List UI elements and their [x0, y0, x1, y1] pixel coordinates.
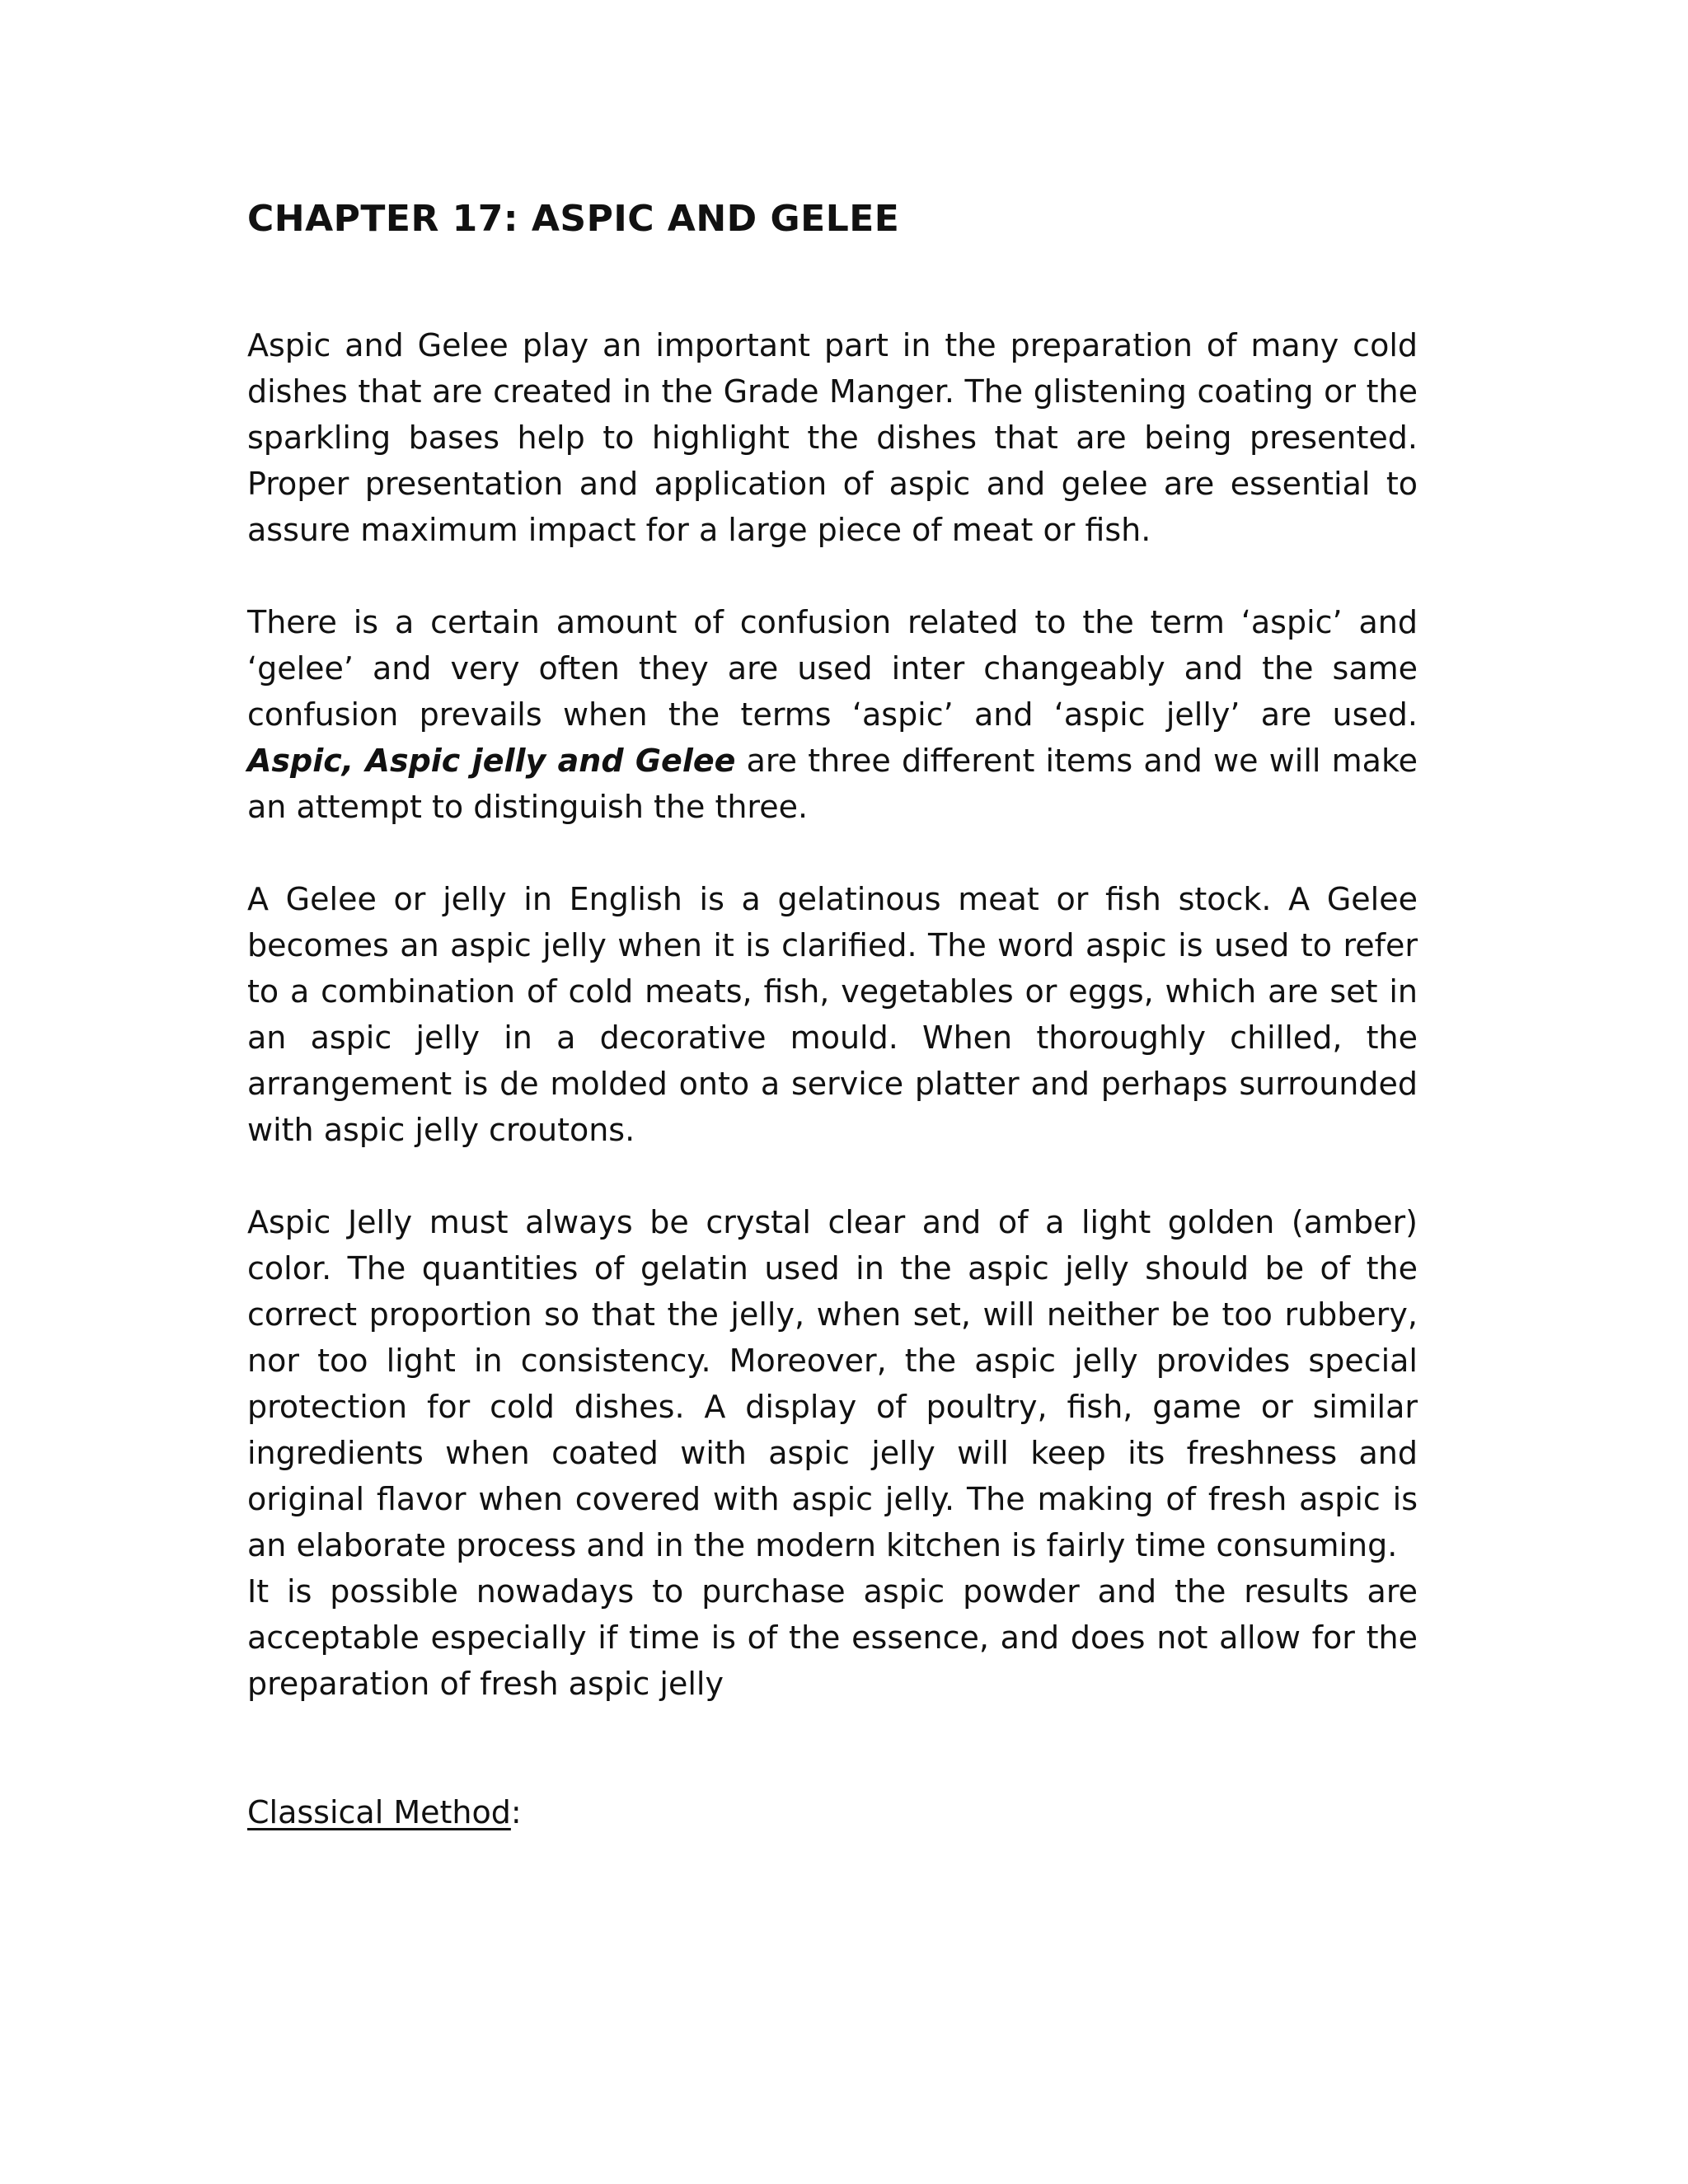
section-heading-text: Classical Method	[247, 1794, 511, 1830]
document-page	[247, 198, 1418, 1835]
paragraph-gap	[247, 830, 1418, 876]
paragraph-aspic-powder: It is possible nowadays to purchase aspic powder and the results are acceptable especially if time is of the essence, and does not allow for the preparation of fresh aspic jelly	[247, 1573, 1418, 1702]
paragraph-confusion-emphasis: Aspic, Aspic jelly and Gelee	[247, 743, 736, 779]
paragraph-confusion	[247, 599, 1418, 830]
paragraph-confusion-text-1: There is a certain amount of confusion related to the term ‘aspic’ and ‘gelee’ and very often they are used inter changeably and the same confusion prevails when the terms ‘aspic’ and ‘aspic jelly’ are used.	[247, 604, 1418, 733]
section-heading-colon: :	[510, 1794, 522, 1830]
paragraph-gelee-definition: A Gelee or jelly in English is a gelatinous meat or fish stock. A Gelee becomes an aspic jelly when it is clarified. The word aspic is used to refer to a combination of cold meats, fish, vegetables or eggs, which are set in an aspic jelly in a decorative mould. When thoroughly chilled, the arrangement is de molded onto a service platter and perhaps surrounded with aspic jelly croutons.	[247, 881, 1418, 1148]
chapter-title: CHAPTER 17: ASPIC AND GELEE	[247, 198, 900, 240]
section-heading-classical-method	[247, 1789, 1418, 1835]
paragraph-intro: Aspic and Gelee play an important part in the preparation of many cold dishes that are created in the Grade Manger. The glistening coating or the sparkling bases help to highlight the dishes that are being presented. Proper presentation and application of aspic and gelee are essential to assure maximum impact for a large piece of meat or fish.	[247, 327, 1418, 548]
paragraph-confusion-text-2: are three different items and we will make an attempt to distinguish the three.	[247, 743, 1418, 825]
paragraph-gap	[247, 1153, 1418, 1199]
paragraph-gap	[247, 553, 1418, 599]
paragraph-aspic-jelly: Aspic Jelly must always be crystal clear and of a light golden (amber) color. The quantities of gelatin used in the aspic jelly should be of the correct proportion so that the jelly, when set, will neither be too rubbery, nor too light in consistency. Moreover, the aspic jelly provides special protection for cold dishes. A display of poultry, fish, game or similar ingredients when coated with aspic jelly will keep its freshness and original flavor when covered with aspic jelly. The making of fresh aspic is an elaborate process and in the modern kitchen is fairly time consuming.	[247, 1204, 1418, 1563]
